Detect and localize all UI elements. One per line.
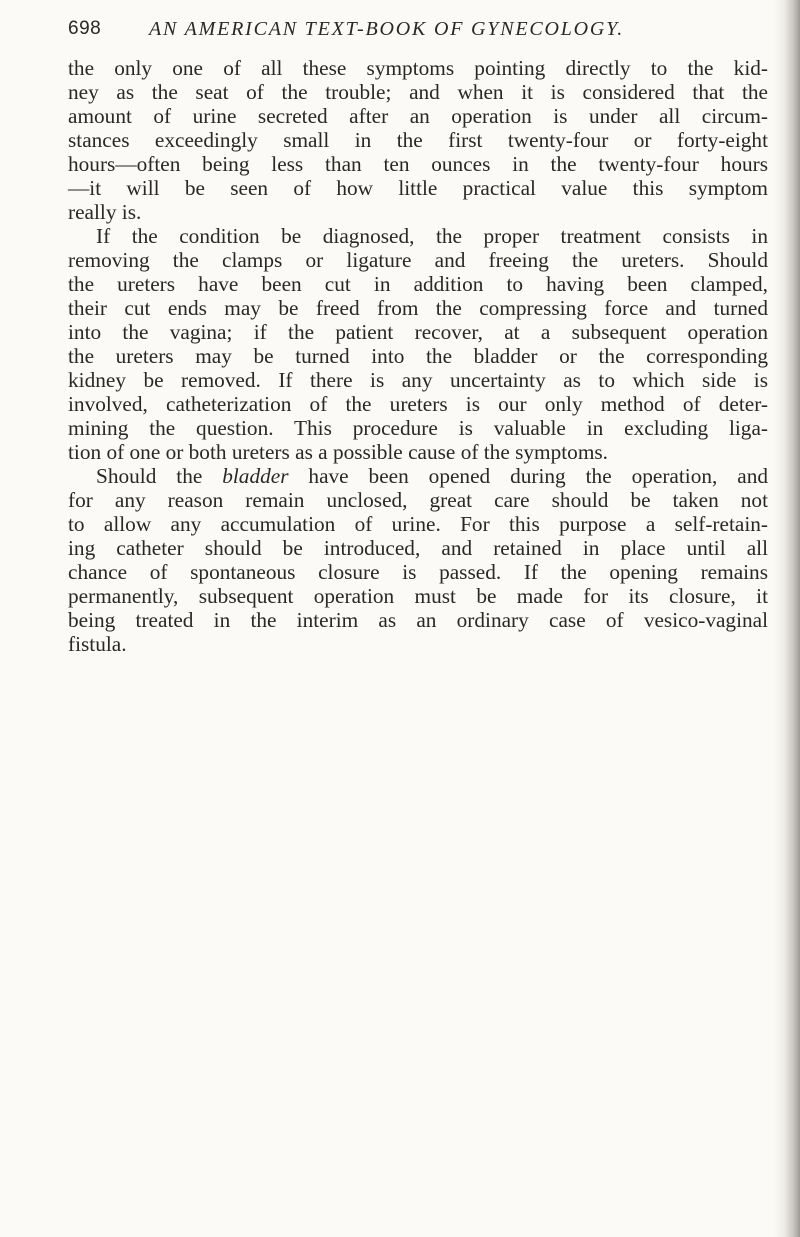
text-line: for any reason remain unclosed, great care should be taken not [68,488,768,512]
text-line: permanently, subsequent operation must be made for its closure, it [68,584,768,608]
text-line: mining the question. This procedure is valuable in excluding liga- [68,416,768,440]
text-line: to allow any accumulation of urine. For this purpose a self-retain- [68,512,768,536]
text-line: their cut ends may be freed from the compressing force and turned [68,296,768,320]
text-line: ing catheter should be introduced, and retained in place until all [68,536,768,560]
text-line: —it will be seen of how little practical value this symptom [68,176,768,200]
text-run: Should the [96,464,223,488]
text-line: tion of one or both ureters as a possible cause of the symptoms. [68,440,609,464]
text-line: kidney be removed. If there is any uncertainty as to which side is [68,368,768,392]
paragraph-2 [68,224,768,464]
text-line: hours—often being less than ten ounces in the twenty-four hours [68,152,768,176]
paragraph-1 [68,56,768,224]
text-line: into the vagina; if the patient recover, at a subsequent operation [68,320,768,344]
text-line: If the condition be diagnosed, the proper treatment consists in [96,224,768,248]
text-line: really is. [68,200,142,224]
italic-term: bladder [222,464,289,488]
text-line: chance of spontaneous closure is passed. If the opening remains [68,560,768,584]
page-header [68,14,768,44]
text-line: amount of urine secreted after an operation is under all circum- [68,104,768,128]
text-line: the only one of all these symptoms pointing directly to the kid- [68,56,768,80]
text-line: involved, catheterization of the ureters is our only method of deter- [68,392,768,416]
body-text [68,56,768,656]
paragraph-3 [68,464,768,656]
text-run: have been opened during the operation, and [288,464,768,488]
text-line: removing the clamps or ligature and freeing the ureters. Should [68,248,768,272]
text-line: fistula. [68,632,127,656]
text-line: the ureters may be turned into the bladder or the corresponding [68,344,768,368]
text-line: the ureters have been cut in addition to having been clamped, [68,272,768,296]
text-line: stances exceedingly small in the first twenty-four or forty-eight [68,128,768,152]
text-line: ney as the seat of the trouble; and when it is considered that the [68,80,768,104]
text-line: being treated in the interim as an ordinary case of vesico-vaginal [68,608,768,632]
page-edge-shadow [774,0,800,1237]
running-title: AN AMERICAN TEXT-BOOK OF GYNECOLOGY. [149,18,625,40]
page-number: 698 [68,18,102,39]
text-line [68,464,768,488]
